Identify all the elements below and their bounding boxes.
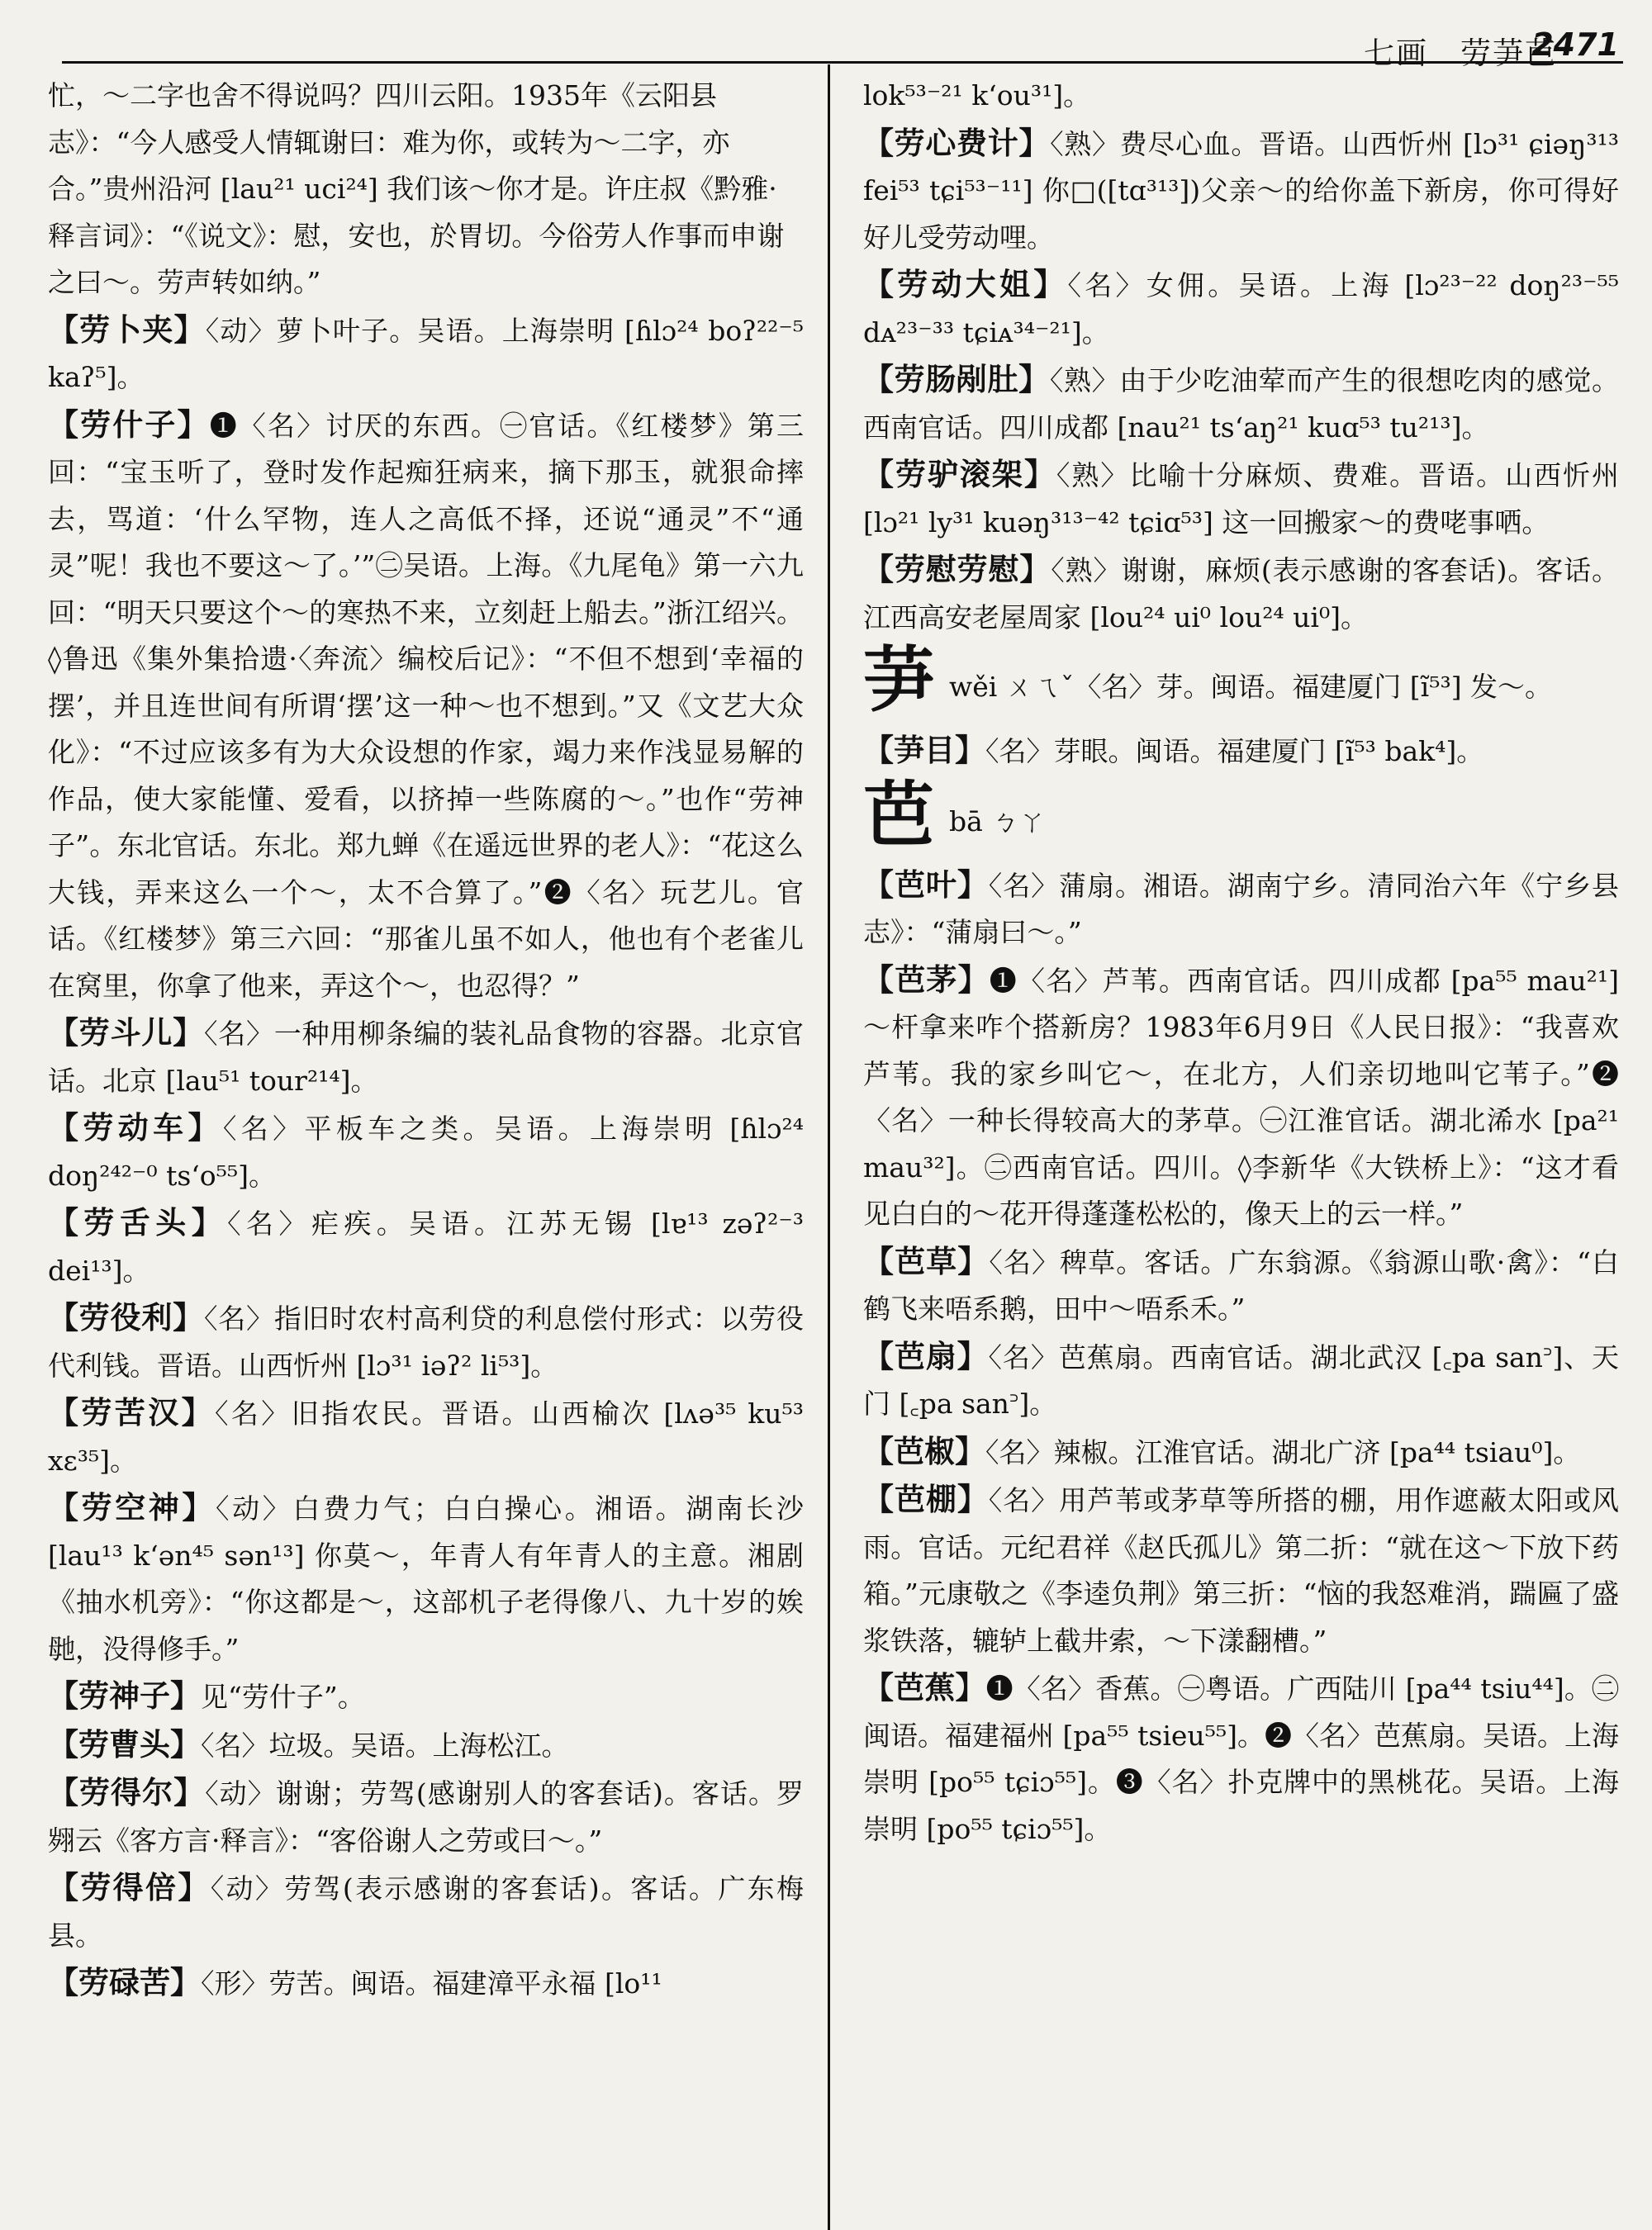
entry-text: 〈名〉一种用柳条编的装礼品食物的容器。北京官话。北京 [lau⁵¹ tour²¹⁴]。 [48, 1018, 805, 1097]
entry [48, 1864, 804, 1959]
headword: 【劳斗儿】 [48, 1014, 204, 1051]
headword: 【劳动大姐】 [863, 266, 1068, 302]
head-character: 芭 [863, 772, 934, 856]
left-column [48, 73, 804, 2008]
page-number: 2471 [1531, 26, 1619, 63]
entry [863, 546, 1619, 641]
entry [48, 306, 804, 401]
entry [863, 727, 1619, 776]
headword: 【劳得倍】 [48, 1869, 211, 1905]
continued-text [863, 73, 1619, 120]
entry [863, 1664, 1619, 1853]
entry-text: 〈形〉劳苦。闽语。福建漳平永福 [lo¹¹ [201, 1967, 662, 2000]
headword: 【劳慰劳慰】 [863, 551, 1051, 587]
entry-text: bā ㄅㄚ [949, 804, 1047, 837]
entry-text: 〈名〉疟疾。吴语。江苏无锡 [lɐ¹³ zəʔ²⁻³ dei¹³]。 [48, 1208, 805, 1287]
entry [863, 261, 1619, 356]
headword: 【芭蕉】 [863, 1669, 986, 1706]
headword: 【劳什子】 [48, 406, 210, 443]
entry-text: ❶〈名〉讨厌的东西。㊀官话。《红楼梦》第三回：“宝玉听了，登时发作起痴狂病来，摘下那玉，就狠命摔去，骂道：‘什么罕物，连人之高低不择，还说“通灵”不“通灵”呢！我也不要这～了。’”㊁吴语。上海。《九尾龟》第一六九回：“明天只要这个～的寒热不来，立刻赶上船去。”浙江绍兴。◊鲁迅《集外集拾遗·〈奔流〉编校后记》：“不但不想到‘幸福的摆’，并且连世间有所谓‘摆’这一种～也不想到。”又《文艺大众化》：“不过应该多有为大众设想的作家，竭力来作浅显易解的作品，使大家能懂、爱看，以挤掉一些陈腐的～。”也作“劳神子”。东北官话。东北。郑九蝉《在遥远世界的老人》：“花这么大钱，弄来这么一个～，太不合算了。”❷〈名〉玩艺儿。官话。《红楼梦》第三六回：“那雀儿虽不如人，他也有个老雀儿在窝里，你拿了他来，弄这个～，也忍得？” [48, 409, 805, 1002]
section-title: 七画 劳芛芭 [1364, 36, 1557, 71]
entry [863, 451, 1619, 546]
headword: 【芭椒】 [863, 1432, 985, 1469]
headword: 【劳驴滚架】 [863, 456, 1056, 492]
entry [863, 356, 1619, 451]
headword: 【劳曹头】 [48, 1725, 201, 1763]
headword: 【芭扇】 [863, 1337, 989, 1374]
entry-text: 〈动〉白费力气；白白操心。湘语。湖南长沙 [lau¹³ k‘ən⁴⁵ sən¹³] 你莫～，年青人有年青人的主意。湘剧《抽水机旁》：“你这都是～，这部机子老得像八、九十岁的娭毑，没得修手。” [48, 1492, 805, 1665]
entry [48, 1769, 804, 1864]
headword: 【劳役利】 [48, 1299, 204, 1336]
headword: 【芛目】 [863, 732, 985, 768]
entry-text: 〈名〉用芦苇或茅草等所搭的棚，用作遮蔽太阳或风雨。官话。元纪君祥《赵氏孤儿》第二折：“就在这～下放下药箱。”元康敬之《李逵负荆》第三折：“恼的我怒难消，踹匾了盛浆铁落，辘轳上截井索，～下漾翻槽。” [863, 1484, 1620, 1657]
character-entry [863, 772, 1619, 860]
page-header [0, 15, 1652, 71]
entry [48, 1484, 804, 1672]
headword: 【芭草】 [863, 1242, 990, 1279]
entry [863, 120, 1619, 262]
entry-text: 〈名〉芭蕉扇。西南官话。湖北武汉 [꜀pa san꜄]、天门 [꜀pa san꜄]。 [863, 1340, 1619, 1420]
headword: 【劳心费计】 [863, 124, 1051, 161]
entry [863, 1428, 1619, 1477]
headword: 【劳卜夹】 [48, 311, 206, 348]
entry [48, 1389, 804, 1484]
entry-text: 〈名〉旧指农民。晋语。山西榆次 [lʌə³⁵ ku⁵³ xɛ³⁵]。 [48, 1397, 805, 1477]
entry-text: 〈名〉女佣。吴语。上海 [lɔ²³⁻²² doŋ²³⁻⁵⁵ dᴀ²³⁻³³ tɕiᴀ³⁴⁻²¹]。 [863, 269, 1619, 349]
entry [863, 1476, 1619, 1664]
entry-text: 〈名〉稗草。客话。广东翁源。《翁源山歌·禽》：“白鹤飞来唔系鹅，田中～唔系禾。” [863, 1245, 1619, 1325]
entry-text: 〈熟〉谢谢，麻烦(表示感谢的客套话)。客话。江西高安老屋周家 [lou²⁴ ui⁰ lou²⁴ ui⁰]。 [863, 554, 1620, 633]
header-rule [62, 61, 1623, 64]
entry-text: 〈名〉辣椒。江淮官话。湖北广济 [pa⁴⁴ tsiau⁰]。 [985, 1435, 1581, 1468]
continued-text [48, 73, 804, 306]
headword: 【劳得尔】 [48, 1774, 206, 1810]
entry-text: 〈熟〉费尽心血。晋语。山西忻州 [lɔ³¹ ɕiəŋ³¹³ fei⁵³ tɕi⁵³⁻¹¹] 你□([tɑ³¹³])父亲～的给你盖下新房，你可得好好儿受劳动哩。 [863, 127, 1620, 254]
entry-text: 忙，～二字也舍不得说吗？四川云阳。1935年《云阳县志》：“今人感受人情辄谢曰：难为你，或转为～二字，亦合。”贵州沿河 [lau²¹ uci²⁴] 我们该～你才是。许庄叔《黔雅·释言词》：“《说文》：慰，安也，於胃切。今俗劳人作事而申谢之曰～。劳声转如纳。” [48, 79, 785, 298]
entry-text: ❶〈名〉香蕉。㊀粤语。广西陆川 [pa⁴⁴ tsiu⁴⁴]。㊁闽语。福建福州 [pa⁵⁵ tsieu⁵⁵]。❷〈名〉芭蕉扇。吴语。上海崇明 [po⁵⁵ tɕiɔ⁵⁵]。❸〈名〉扑克牌中的黑桃花。吴语。上海崇明 [po⁵⁵ tɕiɔ⁵⁵]。 [863, 1672, 1620, 1845]
entry-text: 见“劳什子”。 [201, 1681, 365, 1713]
entry-text: 〈动〉劳驾(表示感谢的客套话)。客话。广东梅县。 [48, 1872, 805, 1952]
entry-text: 〈动〉萝卜叶子。吴语。上海崇明 [ɦlɔ²⁴ boʔ²²⁻⁵ kaʔ⁵]。 [48, 314, 804, 393]
entry-text: 〈名〉蒲扇。湘语。湖南宁乡。清同治六年《宁乡县志》：“蒲扇曰～。” [863, 869, 1620, 948]
headword: 【劳舌头】 [48, 1204, 228, 1241]
right-column [863, 73, 1619, 1853]
entry-text: 〈名〉垃圾。吴语。上海松江。 [201, 1729, 569, 1762]
headword: 【芭叶】 [863, 866, 989, 903]
headword: 【芭茅】 [863, 961, 990, 998]
headword: 【劳肠剐肚】 [863, 361, 1050, 397]
headword: 【芭棚】 [863, 1481, 989, 1517]
entry [48, 1009, 804, 1104]
entry-text: 〈熟〉由于少吃油荤而产生的很想吃肉的感觉。西南官话。四川成都 [nau²¹ ts‘aŋ²¹ kuɑ⁵³ tu²¹³]。 [863, 364, 1620, 444]
entry-text: 〈熟〉比喻十分麻烦、费难。晋语。山西忻州 [lɔ²¹ ly³¹ kuəŋ³¹³⁻⁴² tɕiɑ⁵³] 这一回搬家～的费咾事哂。 [863, 459, 1620, 539]
entry-text: lok⁵³⁻²¹ k‘ou³¹]。 [863, 79, 1091, 112]
entry [48, 1199, 804, 1294]
column-divider [828, 64, 830, 2230]
headword: 【劳空神】 [48, 1489, 216, 1525]
entry [863, 1333, 1619, 1428]
entry-text: 〈名〉平板车之类。吴语。上海崇明 [ɦlɔ²⁴ doŋ²⁴²⁻⁰ ts‘o⁵⁵]。 [48, 1113, 804, 1192]
entry [863, 1238, 1619, 1333]
entry [48, 1721, 804, 1770]
entry [48, 1104, 804, 1199]
entry-text: wěi ㄨㄟˇ〈名〉芽。闽语。福建厦门 [ĩ⁵³] 发～。 [949, 671, 1553, 703]
entry-text: 〈动〉谢谢；劳驾(感谢别人的客套话)。客话。罗翙云《客方言·释言》：“客俗谢人之劳或曰～。” [48, 1777, 805, 1857]
head-character: 芛 [863, 638, 934, 722]
entry [863, 861, 1619, 956]
entry-text: 〈名〉芽眼。闽语。福建厦门 [ĩ⁵³ bak⁴]。 [985, 735, 1484, 767]
headword: 【劳动车】 [48, 1109, 223, 1146]
entry [863, 956, 1619, 1238]
entry [48, 1959, 804, 2008]
entry-text: ❶〈名〉芦苇。西南官话。四川成都 [pa⁵⁵ mau²¹]～杆拿来咋个搭新房？1983年6月9日《人民日报》：“我喜欢芦苇。我的家乡叫它～，在北方，人们亲切地叫它苇子。”❷〈名〉一种长得较高大的茅草。㊀江淮官话。湖北浠水 [pa²¹ mau³²]。㊁西南官话。四川。◊李新华《大铁桥上》：“这才看见白白的～花开得蓬蓬松松的，像天上的云一样。” [863, 964, 1620, 1230]
entry [48, 1672, 804, 1721]
headword: 【劳碌苦】 [48, 1964, 201, 2000]
entry [48, 401, 804, 1010]
entry-text: 〈名〉指旧时农村高利贷的利息偿付形式：以劳役代利钱。晋语。山西忻州 [lɔ³¹ iəʔ² li⁵³]。 [48, 1302, 805, 1382]
character-entry [863, 638, 1619, 725]
entry [48, 1294, 804, 1389]
headword: 【劳苦汉】 [48, 1394, 215, 1431]
headword: 【劳神子】 [48, 1677, 201, 1714]
